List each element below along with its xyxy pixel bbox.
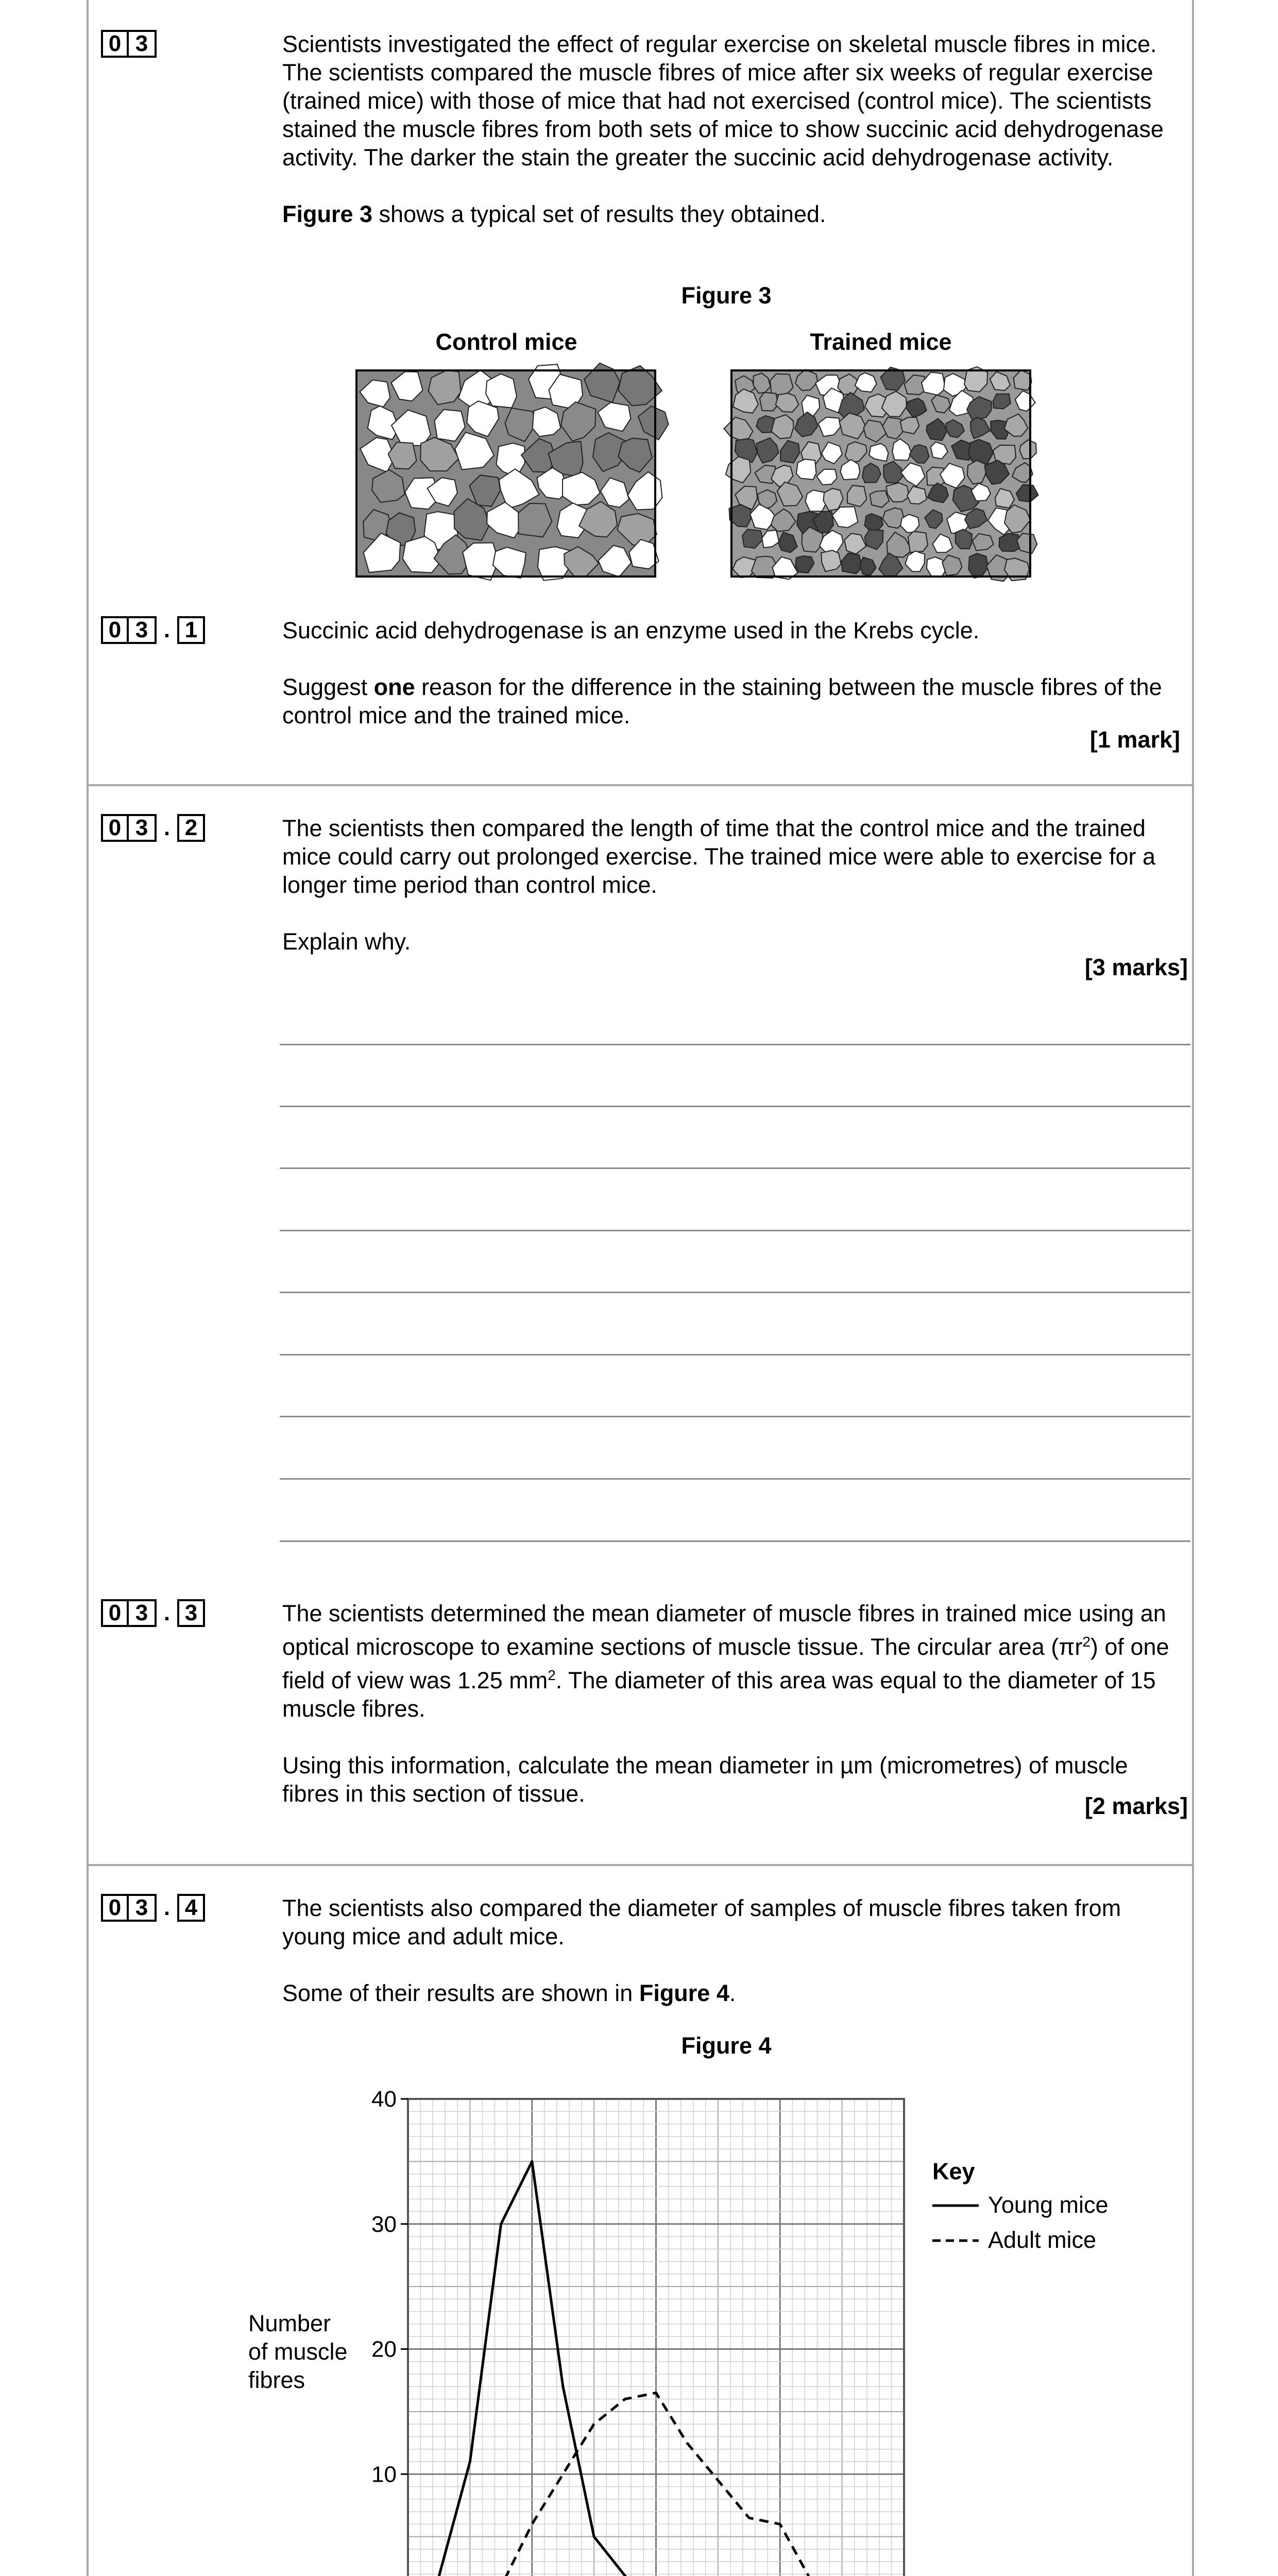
superscript: 2 <box>1082 1634 1090 1650</box>
q032-question: Explain why. <box>282 928 411 955</box>
digit-box: 0 <box>101 814 129 842</box>
q032-statement: The scientists then compared the length of time that the control mice and the trained mice could carry out prolonged exercise. The trained mice were able to exercise for a longer time period than control mice. <box>282 815 1155 898</box>
q033-question: Using this information, calculate the mean diameter in µm (micrometres) of muscle fibres in this section of tissue. <box>282 1752 1128 1807</box>
digit-box: 3 <box>177 1599 205 1627</box>
answer-line[interactable] <box>280 1416 1190 1417</box>
answer-line[interactable] <box>280 1478 1190 1480</box>
y-axis-label-line: of muscle <box>248 2338 348 2365</box>
number-dot: . <box>163 1600 171 1625</box>
question-number-03-2 <box>101 814 205 842</box>
q033-part3: . The diameter of this area was equal to the diameter of 15 muscle fibres. <box>282 1667 1156 1722</box>
muscle-fibre-cell <box>968 439 993 465</box>
figure3-title: Figure 3 <box>681 282 772 309</box>
muscle-fibre-cell <box>760 393 778 411</box>
q031-question <box>282 673 1189 730</box>
q033-part2: ) of one field of view was 1.25 mm <box>282 1634 1169 1693</box>
q031-q-part1: Suggest <box>282 674 374 700</box>
digit-box: 0 <box>101 616 129 644</box>
superscript: 2 <box>548 1667 556 1683</box>
section-separator <box>87 784 1194 786</box>
y-tick-label: 10 <box>371 2462 397 2487</box>
muscle-fibre-cell <box>1017 533 1037 553</box>
muscle-fibre-cell <box>796 459 816 480</box>
y-tick-label: 30 <box>371 2211 397 2237</box>
digit-box: 0 <box>101 1599 129 1627</box>
figure4-title: Figure 4 <box>681 2032 772 2059</box>
y-tick-label: 20 <box>371 2336 397 2362</box>
muscle-fibre-cell <box>486 374 517 408</box>
digit-box: 1 <box>177 616 205 644</box>
q031-marks: [1 mark] <box>1089 726 1180 753</box>
muscle-fibre-cell <box>956 529 972 549</box>
answer-line[interactable] <box>280 1230 1190 1231</box>
y-axis-label-line: fibres <box>248 2367 305 2393</box>
q034-statement: The scientists also compared the diameter of samples of muscle fibres taken from young mice and adult mice. <box>282 1895 1121 1950</box>
number-dot: . <box>163 617 171 642</box>
control-cells <box>356 363 669 581</box>
legend-label: Adult mice <box>988 2227 1097 2253</box>
muscle-fibre-cell <box>942 555 962 575</box>
q033-text <box>282 1599 1189 1808</box>
figure3-reference <box>282 200 1189 228</box>
digit-box: 2 <box>177 814 205 842</box>
figure3-reference-rest: shows a typical set of results they obtained. <box>372 201 826 227</box>
q03-intro-text: Scientists investigated the effect of regular exercise on skeletal muscle fibres in mice. The scientists compared the muscle fibres of mice after six weeks of regular exercise (trained mice) with those of mice that had not exercised (control mice). The scientists stained the muscle fibres from both sets of mice to show succinic acid dehydrogenase activity. The darker the stain the greater the succinic acid dehydrogenase activity. <box>282 31 1164 171</box>
digit-box: 0 <box>101 30 129 58</box>
answer-line[interactable] <box>280 1106 1190 1107</box>
muscle-fibre-cell <box>908 531 928 552</box>
q03-intro <box>282 30 1189 228</box>
answer-line[interactable] <box>280 1167 1190 1169</box>
control-mice-label: Control mice <box>435 329 577 355</box>
q031-text <box>282 616 1189 730</box>
question-number-03 <box>101 30 157 58</box>
q034-ref-part2: . <box>729 1980 736 2006</box>
trained-mice-micrograph <box>730 369 1031 578</box>
q031-q-bold: one <box>373 674 415 700</box>
figure3-reference-bold: Figure 3 <box>282 201 373 227</box>
question-number-03-3 <box>101 1599 205 1627</box>
legend-label: Young mice <box>988 2192 1109 2218</box>
digit-box: 3 <box>129 1894 157 1922</box>
q032-text <box>282 814 1189 956</box>
answer-line[interactable] <box>280 1354 1190 1355</box>
digit-box: 3 <box>129 30 157 58</box>
q033-marks: [2 marks] <box>1084 1793 1188 1819</box>
q034-ref-part1: Some of their results are shown in <box>282 1980 639 2006</box>
figure4-chart <box>227 2081 1109 2576</box>
q032-marks: [3 marks] <box>1084 954 1188 980</box>
q033-part1: The scientists determined the mean diameter of muscle fibres in trained mice using an optical microscope to examine sections of muscle tissue. The circular area (πr <box>282 1600 1166 1660</box>
question-number-03-4 <box>101 1894 205 1922</box>
q034-text <box>282 1894 1189 2007</box>
y-tick-label: 40 <box>371 2087 397 2112</box>
section-separator <box>87 1864 1194 1866</box>
number-dot: . <box>163 815 171 840</box>
adult-mice-line <box>451 2393 892 2576</box>
q034-ref-bold: Figure 4 <box>639 1980 729 2006</box>
digit-box: 3 <box>129 814 157 842</box>
q031-q-part2: reason for the difference in the staining between the muscle fibres of the control mice and the trained mice. <box>282 674 1162 728</box>
legend-title: Key <box>932 2158 975 2184</box>
q033-statement <box>282 1599 1189 1723</box>
digit-box: 3 <box>129 616 157 644</box>
q031-statement: Succinic acid dehydrogenase is an enzyme used in the Krebs cycle. <box>282 617 980 643</box>
number-dot: . <box>163 1895 171 1920</box>
digit-box: 0 <box>101 1894 129 1922</box>
answer-line[interactable] <box>280 1292 1190 1293</box>
control-mice-micrograph <box>355 369 656 578</box>
digit-box: 4 <box>177 1894 205 1922</box>
question-number-03-1 <box>101 616 205 644</box>
y-axis-label-line: Number <box>248 2310 331 2336</box>
answer-line[interactable] <box>280 1540 1190 1542</box>
trained-cells <box>724 367 1038 582</box>
trained-mice-label: Trained mice <box>810 329 952 355</box>
digit-box: 3 <box>129 1599 157 1627</box>
answer-line[interactable] <box>280 1044 1190 1045</box>
q034-figure-ref <box>282 1979 1189 2007</box>
